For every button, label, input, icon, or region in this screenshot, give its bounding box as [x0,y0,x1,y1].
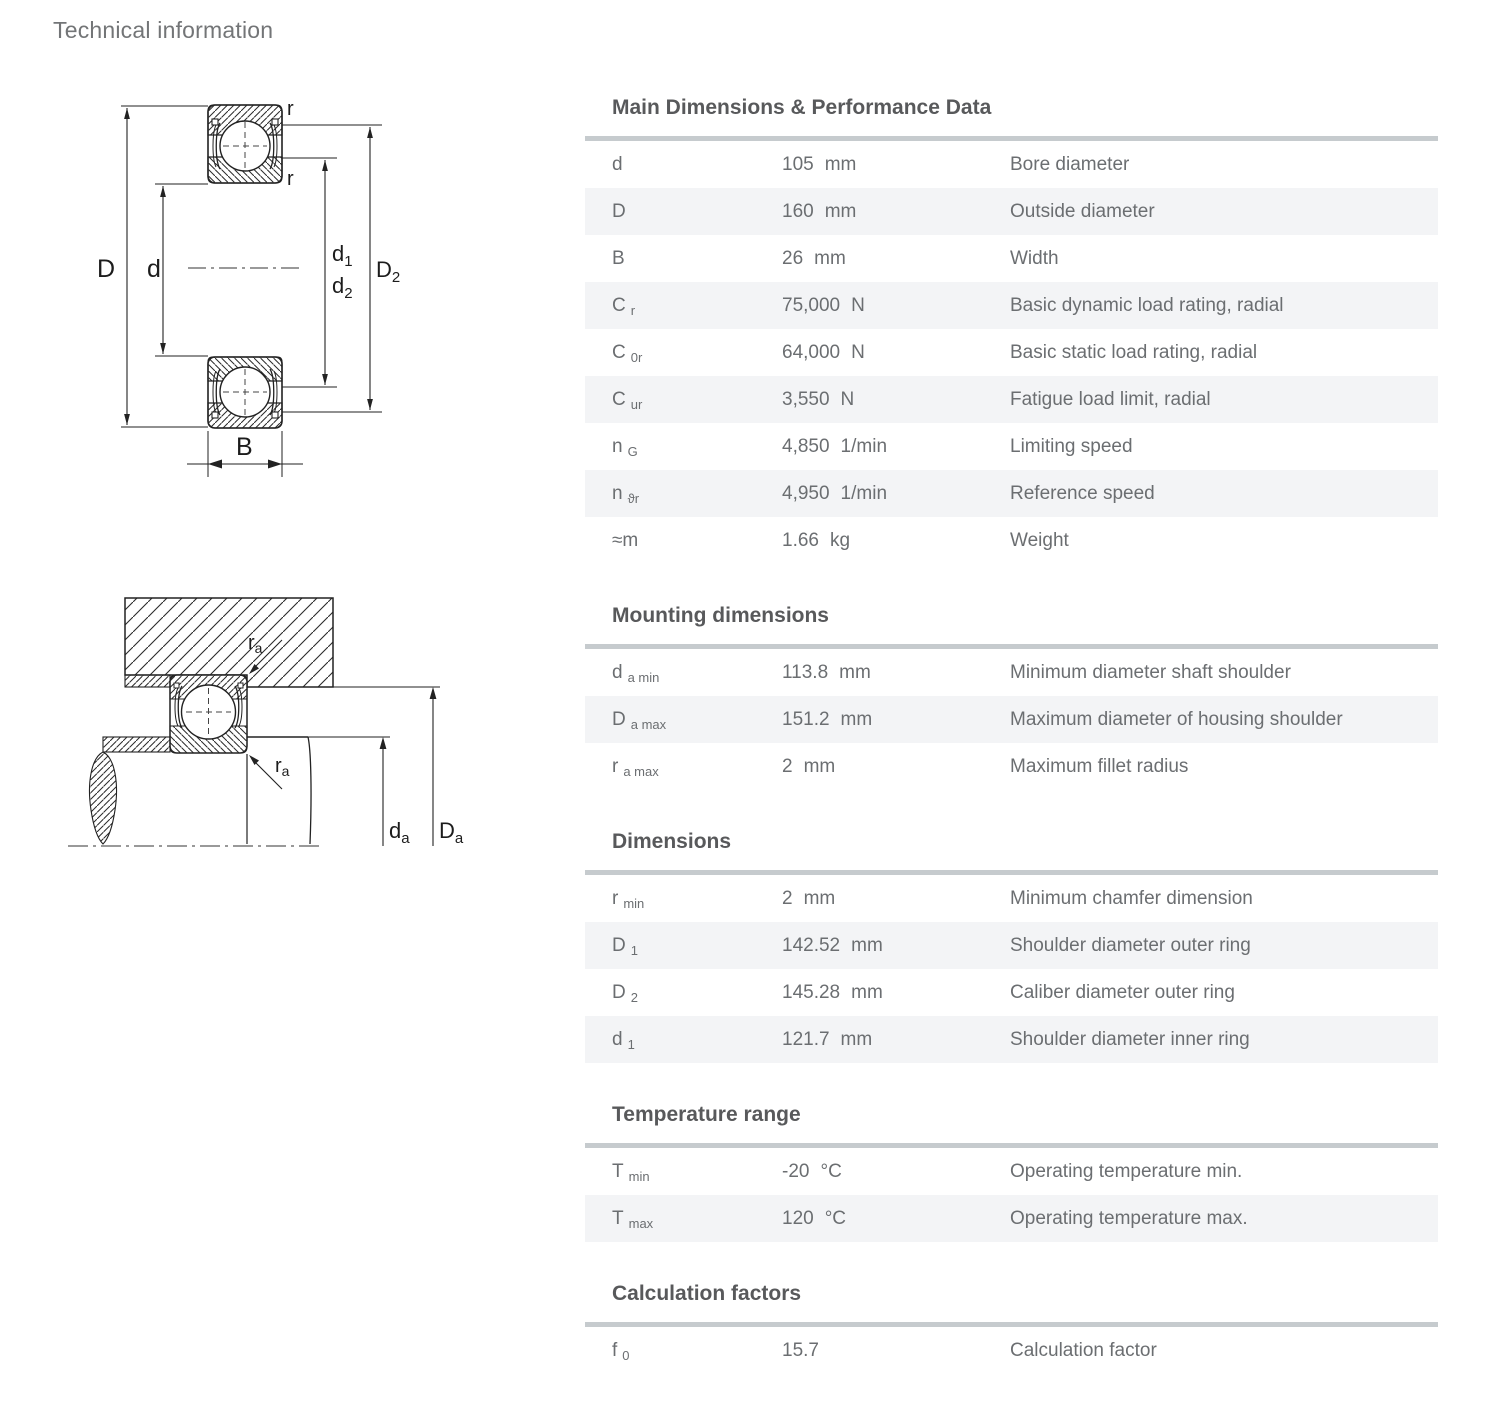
dimension-d1-d2 [282,158,337,387]
label-d: d [147,255,161,283]
row-value [782,483,1010,505]
row-value [782,154,1010,176]
table-row [585,969,1438,1016]
value-unit: °C [824,1207,847,1229]
table-row [585,235,1438,282]
row-description: Reference speed [1010,482,1155,504]
symbol-subscript: ur [630,396,643,412]
value-number: 160 [782,200,814,222]
row-symbol [612,436,782,458]
value-number: 26 [782,247,804,269]
section-title: Calculation factors [612,1282,802,1305]
symbol-main: f [612,1339,618,1361]
symbol-main: d [612,1028,623,1050]
symbol-main: D [612,708,626,730]
row-value [782,1340,1010,1362]
value-unit: mm [814,247,846,269]
value-number: 121.7 [782,1028,830,1050]
row-description: Fatigue load limit, radial [1010,388,1211,410]
section-rows [585,649,1438,790]
value-number: 120 [782,1207,814,1229]
row-symbol [612,935,782,957]
symbol-main: D [612,934,626,956]
table-row [585,188,1438,235]
value-unit: mm [824,200,857,222]
section-rows [585,1327,1438,1374]
table-row [585,696,1438,743]
row-value [782,1029,1010,1051]
table-row [585,470,1438,517]
section-rows [585,1148,1438,1242]
row-symbol [612,389,782,411]
row-value [782,1208,1010,1230]
row-description: Shoulder diameter outer ring [1010,934,1251,956]
value-unit: mm [840,1028,873,1050]
symbol-main: T [612,1160,624,1182]
row-value [782,389,1010,411]
row-value [782,756,1010,778]
row-description: Maximum fillet radius [1010,755,1189,777]
symbol-subscript: 0 [622,1347,630,1363]
row-description: Width [1010,247,1059,269]
symbol-main: r [612,887,619,909]
symbol-subscript: 2 [630,989,638,1005]
value-unit: °C [820,1160,842,1182]
row-value [782,709,1010,731]
label-ra-bottom: $r_a$ [275,755,290,779]
value-number: 142.52 [782,934,841,956]
row-symbol [612,530,782,552]
row-description: Basic static load rating, radial [1010,341,1258,363]
symbol-subscript: G [627,443,638,459]
symbol-main: d [612,661,623,683]
symbol-main: B [612,247,625,269]
symbol-main: T [612,1207,624,1229]
row-value [782,436,1010,458]
data-section [585,830,1438,1063]
row-symbol [612,756,782,778]
row-description: Shoulder diameter inner ring [1010,1028,1250,1050]
row-symbol [612,709,782,731]
row-description: Minimum diameter shaft shoulder [1010,661,1291,683]
table-row [585,1195,1438,1242]
row-description: Outside diameter [1010,200,1155,222]
bearing-bottom-section [208,357,282,428]
value-unit: mm [803,755,836,777]
data-section [585,1282,1438,1374]
label-r-top: r [287,98,294,120]
housing [125,598,440,687]
row-description: Basic dynamic load rating, radial [1010,294,1284,316]
value-number: 4,850 [782,435,830,457]
symbol-main: ≈m [612,529,639,551]
symbol-subscript: a max [630,716,667,732]
row-description: Minimum chamfer dimension [1010,887,1253,909]
symbol-subscript: ϑr [627,490,640,506]
symbol-main: d [612,153,623,175]
symbol-main: D [612,200,626,222]
table-row [585,875,1438,922]
value-number: 151.2 [782,708,830,730]
table-row [585,1327,1438,1374]
row-value [782,888,1010,910]
row-symbol [612,1029,782,1051]
symbol-main: C [612,294,626,316]
row-symbol [612,201,782,223]
row-value [782,295,1010,317]
value-number: 15.7 [782,1339,819,1361]
section-rows [585,141,1438,564]
value-number: 3,550 [782,388,830,410]
table-row [585,1148,1438,1195]
label-d2: $d_2$ [332,273,353,302]
dimension-d [155,184,208,356]
symbol-subscript: 1 [627,1036,635,1052]
symbol-subscript: 0r [630,349,643,365]
label-D: D [97,255,116,283]
row-value [782,201,1010,223]
row-description: Maximum diameter of housing shoulder [1010,708,1343,730]
row-symbol [612,295,782,317]
row-value [782,935,1010,957]
bearing-mounting-drawing [58,572,478,872]
row-symbol [612,1340,782,1362]
row-description: Operating temperature min. [1010,1160,1243,1182]
section-rows [585,875,1438,1063]
row-description: Calculation factor [1010,1339,1157,1361]
data-section [585,1103,1438,1242]
dimension-da [380,737,387,846]
data-section [585,604,1438,790]
value-unit: N [851,341,865,363]
row-value [782,342,1010,364]
row-symbol [612,982,782,1004]
value-number: 145.28 [782,981,841,1003]
value-number: -20 [782,1160,810,1182]
row-symbol [612,248,782,270]
table-row [585,423,1438,470]
symbol-main: C [612,341,626,363]
value-number: 2 [782,755,793,777]
row-symbol [612,154,782,176]
row-symbol [612,888,782,910]
value-unit: kg [829,529,851,551]
value-unit: mm [851,981,883,1003]
value-unit: mm [839,661,871,683]
symbol-subscript: r [630,302,636,318]
dimension-Da [430,687,437,846]
section-title: Temperature range [612,1103,801,1126]
section-title: Dimensions [612,830,732,853]
symbol-subscript: a max [623,763,659,779]
row-symbol [612,483,782,505]
value-number: 105 [782,153,814,175]
row-value [782,982,1010,1004]
symbol-main: n [612,482,623,504]
label-r-mid: r [287,168,294,190]
value-unit: N [851,294,865,316]
table-row [585,743,1438,790]
value-number: 64,000 [782,341,841,363]
value-number: 4,950 [782,482,830,504]
row-symbol [612,662,782,684]
label-Da: $D_a$ [439,818,464,847]
symbol-subscript: max [628,1215,654,1231]
value-unit: 1/min [840,482,888,504]
row-value [782,662,1010,684]
symbol-subscript: 1 [630,942,638,958]
label-ra-top: $r_a$ [248,632,263,656]
row-value [782,1161,1010,1183]
row-value [782,530,1010,552]
bearing-section-drawing [85,85,445,490]
data-section [585,96,1438,564]
label-da: $d_a$ [389,818,410,847]
row-symbol [612,1161,782,1183]
symbol-main: r [612,755,619,777]
table-row [585,376,1438,423]
value-unit: mm [824,153,857,175]
page-title: Technical information [53,17,274,43]
label-B: B [236,433,253,461]
table-row [585,1016,1438,1063]
row-symbol [612,342,782,364]
row-description: Operating temperature max. [1010,1207,1248,1229]
value-number: 75,000 [782,294,841,316]
table-row [585,329,1438,376]
row-symbol [612,1208,782,1230]
section-title: Mounting dimensions [612,604,829,627]
bearing-top-section [208,105,282,183]
table-row [585,649,1438,696]
section-title: Main Dimensions & Performance Data [612,96,992,119]
symbol-main: C [612,388,626,410]
row-description: Weight [1010,529,1069,551]
data-tables [585,96,1438,1374]
symbol-main: D [612,981,626,1003]
label-d1: $d_1$ [332,241,353,270]
value-unit: mm [840,708,873,730]
table-row [585,922,1438,969]
value-number: 2 [782,887,793,909]
value-unit: 1/min [840,435,888,457]
table-row [585,141,1438,188]
row-value [782,248,1010,270]
dimension-D [121,106,208,427]
table-row [585,282,1438,329]
value-number: 113.8 [782,661,829,683]
row-description: Caliber diameter outer ring [1010,981,1235,1003]
value-unit: mm [851,934,883,956]
label-D2: $D_2$ [376,257,401,286]
value-unit: N [840,388,855,410]
symbol-subscript: min [628,1168,650,1184]
table-row [585,517,1438,564]
row-description: Bore diameter [1010,153,1130,175]
value-unit: mm [803,887,836,909]
value-number: 1.66 [782,529,819,551]
symbol-subscript: min [623,895,645,911]
row-description: Limiting speed [1010,435,1133,457]
mounted-bearing [170,675,247,753]
symbol-main: n [612,435,623,457]
symbol-subscript: a min [627,669,660,685]
